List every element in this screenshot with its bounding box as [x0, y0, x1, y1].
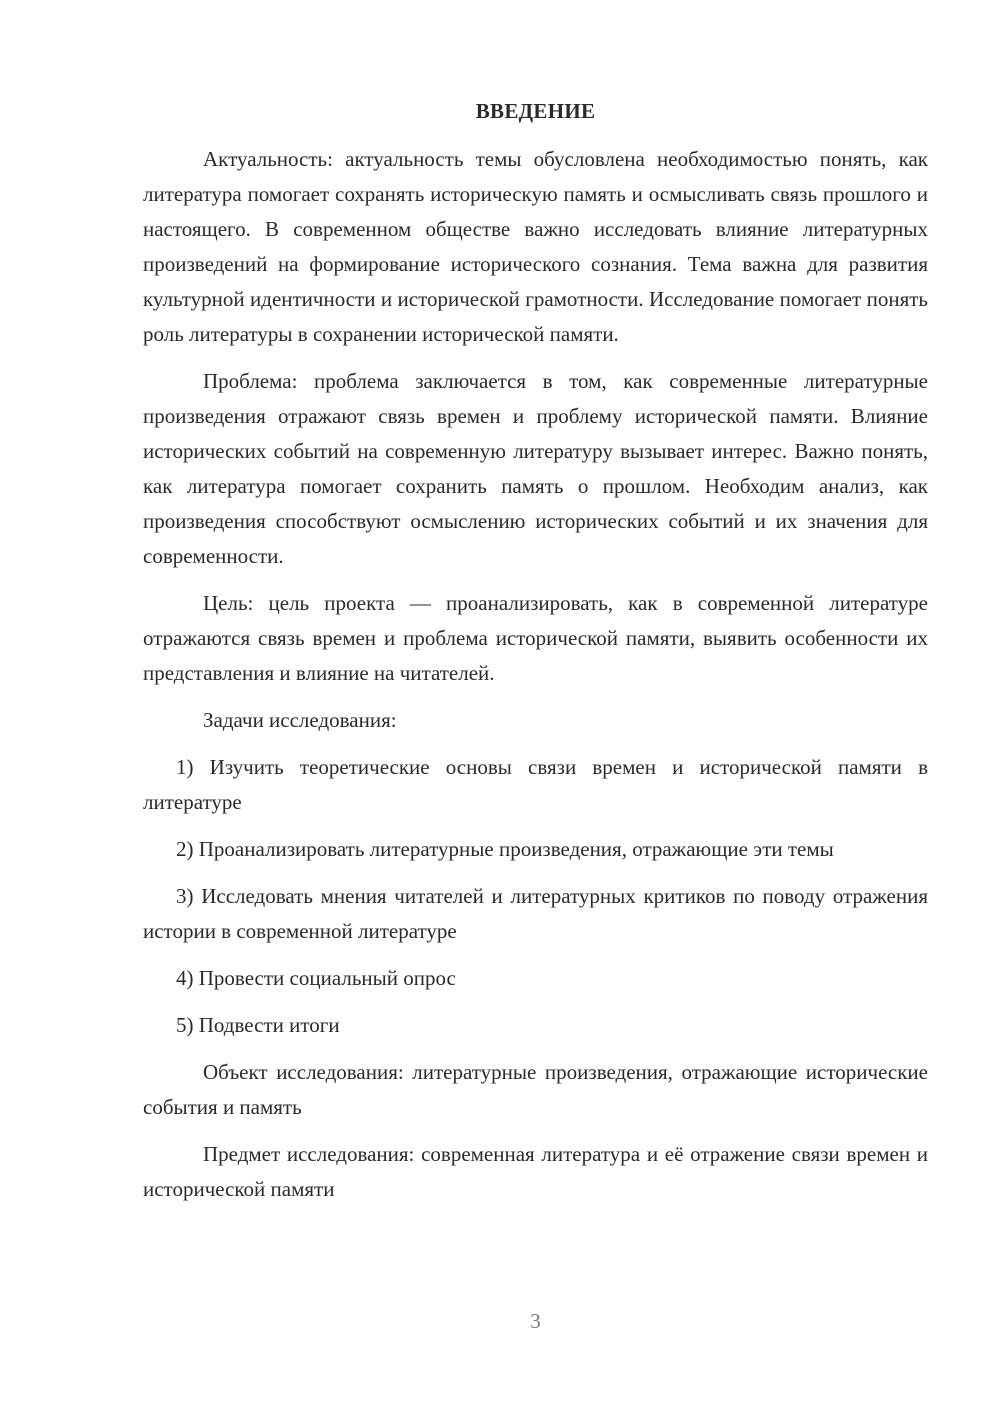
paragraph-tasks-heading: Задачи исследования: — [203, 708, 397, 732]
task-item-3: 3) Исследовать мнения читателей и литературных критиков по поводу отражения истории в современной литературе — [143, 884, 928, 943]
task-item-2: 2) Проанализировать литературные произведения, отражающие эти темы — [176, 837, 834, 861]
task-item-1: 1) Изучить теоретические основы связи времен и исторической памяти в литературе — [143, 755, 928, 814]
paragraph-subject: Предмет исследования: современная литература и её отражение связи времен и исторической памяти — [143, 1142, 928, 1201]
paragraph-object: Объект исследования: литературные произведения, отражающие исторические события и память — [143, 1060, 928, 1119]
task-item-5: 5) Подвести итоги — [176, 1013, 340, 1037]
paragraph-relevance: Актуальность: актуальность темы обусловлена необходимостью понять, как литература помогает сохранять историческую память и осмысливать связь прошлого и настоящего. В современном обществе важно исследовать влияние литературных произведений на формирование исторического сознания. Тема важна для развития культурной идентичности и исторической грамотности. Исследование помогает понять роль литературы в сохранении исторической памяти. — [143, 147, 928, 346]
page-title: ВВЕДЕНИЕ — [475, 99, 596, 123]
task-item-4: 4) Провести социальный опрос — [176, 966, 456, 990]
page-number: 3 — [530, 1309, 541, 1333]
paragraph-problem: Проблема: проблема заключается в том, как современные литературные произведения отражают связь времен и проблему исторической памяти. Влияние исторических событий на современную литературу вызывает интерес. Важно понять, как литература помогает сохранить память о прошлом. Необходим анализ, как произведения способствуют осмыслению исторических событий и их значения для современности. — [143, 369, 928, 568]
paragraph-goal: Цель: цель проекта — проанализировать, как в современной литературе отражаются связь времен и проблема исторической памяти, выявить особенности их представления и влияние на читателей. — [143, 591, 928, 685]
document-page — [143, 0, 928, 1414]
document-body — [143, 142, 928, 1219]
